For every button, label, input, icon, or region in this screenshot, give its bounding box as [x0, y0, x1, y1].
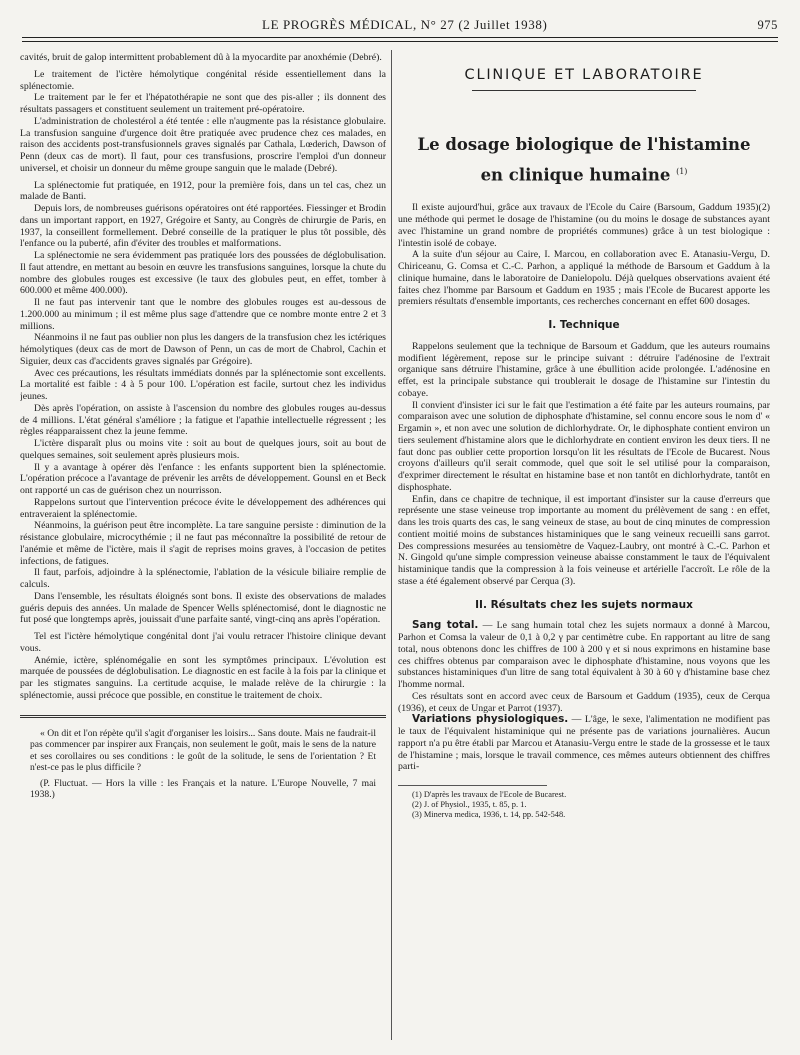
column-divider	[391, 50, 392, 1040]
quote-text: « On dit et l'on répète qu'il s'agit d'organiser les loisirs... Sans doute. Mais ne faudrait-il pas commencer par inspirer aux Français, non seulement le goût, mais le sens de la nature et ses corollaires ou ses conditions : le goût de la solitude, le sens de l'orientation ? Et n'est-ce pas le plus difficile ?	[30, 727, 376, 773]
quote-rule-bottom	[20, 717, 386, 718]
paragraph: Le traitement de l'ictère hémolytique congénital réside essentiellement dans la splénectomie.	[20, 68, 386, 92]
paragraph: Anémie, ictère, splénomégalie en sont les symptômes principaux. L'évolution est marquée de poussées de déglobulisation. Le diagnostic en est facile à la fois par la clinique et par les stigmates sanguins. La certitude acquise, le malade relève de la chirurgie : la splénectomie, aussi précoce que possible, en constitue le traitement de choix.	[20, 654, 386, 701]
quote-rule-top	[20, 715, 386, 716]
paragraph: Rappelons seulement que la technique de Barsoum et Gaddum, que les auteurs roumains modifient légèrement, repose sur le principe suivant : détruire l'adénosine de l'extrait organique sans détruire l'histamine, grâce à une ébullition acide prolongée. L'adénosine en effet, est la principale substance qui troublerait le dosage de l'histamine sur l'intestin du cobaye.	[398, 340, 770, 399]
article-title-line-2: en clinique humaine	[480, 165, 671, 185]
paragraph: Il convient d'insister ici sur le fait que l'estimation a été faite par les auteurs roumains, par comparaison avec une solution de diphosphate d'histamine, sel connu encore sous le nom d' « Ergamin », et non avec une solution de dichlorhydrate. Or, le diphosphate contient environ un tiers seulement d'histamine alors que le dichlorhydrate en contient environ les deux tiers. Il ne faut donc pas oublier cette proportion lorsqu'on lit les résultats de l'Ecole de Bucarest. Nous croyons d'ailleurs qu'il serait commode, quel que soit le sel utilisé pour la comparaison, d'exprimer directement le résultat en histamine base et non tantôt en dichlorhydrate, tantôt en disphosphate.	[398, 399, 770, 493]
sang-total-text: — Le sang humain total chez les sujets normaux a donné à Marcou, Parhon et Comsa la valeur de 0,1 à 0,2 γ par centimètre cube. En rapportant au litre de sang total, nous obtenons donc les chiffres de 100 à 200 γ et si nous exprimons en histamine base ces chiffres obtenus par comparaison avec le diphosphate d'histamine, nous voyons que les substances histaminiques d'un litre de sang total équivalent à 30 à 60 γ d'histamine base chez l'homme normal.	[398, 620, 770, 690]
paragraph: L'ictère disparaît plus ou moins vite : soit au bout de quelques jours, soit au bout de quelques semaines, soit seulement après plusieurs mois.	[20, 438, 386, 461]
paragraph: Dans l'ensemble, les résultats éloignés sont bons. Il existe des observations de malades guéris depuis des années. Un malade de Spencer Wells splénectomisé, dont le diagnostic ne fut posé que longtemps après, jouissait d'une parfaite santé, vingt-cinq ans après l'opération.	[20, 590, 386, 626]
paragraph: Ces résultats sont en accord avec ceux de Barsoum et Gaddum (1935), ceux de Cerqua (1936), et ceux de Ungar et Parrot (1937).	[398, 690, 770, 714]
paragraph: Néanmoins il ne faut pas oublier non plus les dangers de la transfusion chez les ictériques hémolytiques (deux cas de mort de Dawson of Penn, un cas de mort de Chabrol, Cachin et Siguier, deux cas d'accidents graves signalés par Grégoire).	[20, 332, 386, 367]
paragraph: Dès après l'opération, on assiste à l'ascension du nombre des globules rouges au-dessus de 4 millions. L'état général s'améliore ; la fatigue et l'apathie intellectuelle régressent ; les règles réapparaissent chez la jeune femme.	[20, 402, 386, 438]
quote-source: (P. Fluctuat. — Hors la ville : les Français et la nature. L'Europe Nouvelle, 7 mai 1938.)	[30, 777, 376, 800]
footnote: (1) D'après les travaux de l'Ecole de Bucarest.	[412, 790, 567, 799]
intro-paragraph: A la suite d'un séjour au Caire, I. Marcou, en collaboration avec E. Atanasiu-Vergu, D. Chiriceanu, G. Comsa et C.-C. Parhon, a appliqué la méthode de Barsoum et Gaddum à la clinique humaine, dans le laboratoire de Danielopolu. Déjà quelques observations avaient été faites chez l'homme par Barsoum et Gaddum en 1935 ; mais l'Ecole de Bucarest apporte les premiers résultats d'ensemble importants, ces recherches concernant en effet 600 dosages.	[398, 249, 770, 308]
paragraph: Le traitement par le fer et l'hépatothérapie ne sont que des pis-aller ; ils donnent des résultats passagers et constituent seulement un traitement pré-opératoire.	[20, 92, 386, 115]
running-header	[22, 17, 778, 33]
paragraph-sang-total	[398, 620, 770, 691]
footnote: (3) Minerva medica, 1936, t. 14, pp. 542-548.	[412, 810, 566, 819]
paragraph: Il y a avantage à opérer dès l'enfance : les enfants supportent bien la splénectomie. L'opération précoce a l'avantage de prévenir les arrêts de développement. Gounsl en et Beck ont rapporté un cas de guérison chez un nourrisson.	[20, 461, 386, 496]
page-number: 975	[757, 18, 778, 32]
paragraph: Avec ces précautions, les résultats immédiats donnés par la splénectomie sont excellents. La mortalité est faible : 4 à 5 pour 100. L'opération est facile, surtout chez les individus jeunes.	[20, 367, 386, 402]
epigraph-quote	[20, 728, 386, 801]
variations-text: — L'âge, le sexe, l'alimentation ne modifient pas le taux de l'équivalent histaminique qui ne présente pas de variations journalières. Aucun rapport n'a pu être établi par Marcou et Atanasiu-Vergu entre le stade de la grossesse et le taux de l'histamine ; mais, lorsque le travail commence, ces mêmes auteurs obtiennent des chiffres parti-	[398, 714, 770, 773]
paragraph: Il faut, parfois, adjoindre à la splénectomie, l'ablation de la vésicule biliaire remplie de calculs.	[20, 567, 386, 590]
paragraph: Néanmoins, la guérison peut être incomplète. La tare sanguine persiste : diminution de la résistance globulaire, microcythémie ; il ne faut pas méconnaître la possibilité de retour de l'anémie et même de l'ictère, mais il s'agit de reprises moins graves, à l'occasion de petites infections, de fatigues.	[20, 520, 386, 567]
section-rubric: CLINIQUE ET LABORATOIRE	[464, 67, 704, 83]
paragraph: La splénectomie ne sera évidemment pas pratiquée lors des poussées de déglobulisation. Il faut attendre, en mettant au besoin en œuvre les transfusions sanguines, lorsque la chute du nombre des globules rouges est excessive (le taux des globules peut, en effet, tomber à 600.000 et même 400.000).	[20, 250, 386, 297]
paragraph-variations	[398, 714, 770, 773]
paragraph: La splénectomie fut pratiquée, en 1912, pour la première fois, dans un tel cas, chez un malade de Banti.	[20, 179, 386, 203]
paragraph: Depuis lors, de nombreuses guérisons opératoires ont été rapportées. Fiessinger et Brodin dans un important rapport, en 1927, Grégoire et Santy, au Congrès de chirurgie de Paris, en 1937, la conseillent formellement. Debré conseille de la pratiquer le plus tôt possible, dès l'enfance ou la puberté, afin d'éviter des troubles et malformations.	[20, 203, 386, 250]
article-title	[398, 131, 770, 189]
paragraph: cavités, bruit de galop intermittent probablement dû à la myocardite par anoxhémie (Debré).	[20, 52, 382, 63]
left-column	[20, 52, 386, 1042]
paragraph: L'administration de cholestérol a été tentée : elle n'augmente pas la résistance globulaire. La transfusion sanguine d'urgence doit être pratiquée avec prudence chez ces malades, en raison des accidents post-transfusionnels graves signalés par Cathala, Lœderich, Dawson of Penn (deux cas de mort). Il faut, pour ces transfusions, proscrire l'emploi d'un donneur universel, et choisir un donneur du même groupe sanguin que le malade (Debré).	[20, 115, 386, 174]
intro-paragraph: Il existe aujourd'hui, grâce aux travaux de l'Ecole du Caire (Barsoum, Gaddum 1935)(2) une méthode qui permet le dosage de l'histamine (ou du moins le dosage de substances ayant avec l'histamine un grand nombre de propriétés communes) grâce à un test biologique : l'intestin isolé de cobaye.	[398, 202, 770, 249]
footnote-rule	[398, 785, 547, 786]
paragraph: Il ne faut pas intervenir tant que le nombre des globules rouges est au-dessous de 1.200.000 au minimum ; il est même plus sage d'attendre que ce nombre monte entre 2 et 3 millions.	[20, 297, 386, 332]
section-heading-technique: I. Technique	[548, 319, 620, 331]
article-title-line-1: Le dosage biologique de l'histamine	[417, 134, 751, 154]
footnote: (2) J. of Physiol., 1935, t. 85, p. 1.	[412, 800, 527, 809]
header-rule	[22, 37, 778, 42]
paragraph: Tel est l'ictère hémolytique congénital dont j'ai voulu retracer l'histoire clinique devant vous.	[20, 631, 386, 654]
journal-header-title: LE PROGRÈS MÉDICAL, N° 27 (2 Juillet 1938)	[262, 17, 548, 32]
paragraph: Enfin, dans ce chapitre de technique, il est important d'insister sur la cause d'erreurs que représente une stase veineuse trop importante au moment du prélèvement de sang : en effet, dans les trois quarts des cas, le sang veineux de stase, au bout de cinq minutes de compression contient moitié moins de substances histaminiques que le sang veineux recueilli sans garrot. Des compressions mesurées au tensiomètre de Vaquez-Laubry, ont montré à C.-C. Parhon et N. Gingold qu'une simple compression veineuse abaisse constamment le taux de l'équivalent histaminique tandis que la compression à la fois veineuse et artérielle l'accroît. Le rôle de la stase a été également observé par Cerqua (3).	[398, 493, 770, 587]
right-column	[398, 52, 770, 1042]
section-heading-results: II. Résultats chez les sujets normaux	[475, 598, 693, 611]
rubric-rule	[472, 90, 695, 91]
title-footnote-marker: (1)	[676, 166, 688, 176]
runin-heading-sang-total: Sang total.	[412, 619, 479, 632]
paragraph: Rappelons surtout que l'intervention précoce évite le développement des adhérences qui entraveraient la splénectomie.	[20, 496, 386, 520]
runin-heading-variations: Variations physiologiques.	[412, 713, 569, 726]
